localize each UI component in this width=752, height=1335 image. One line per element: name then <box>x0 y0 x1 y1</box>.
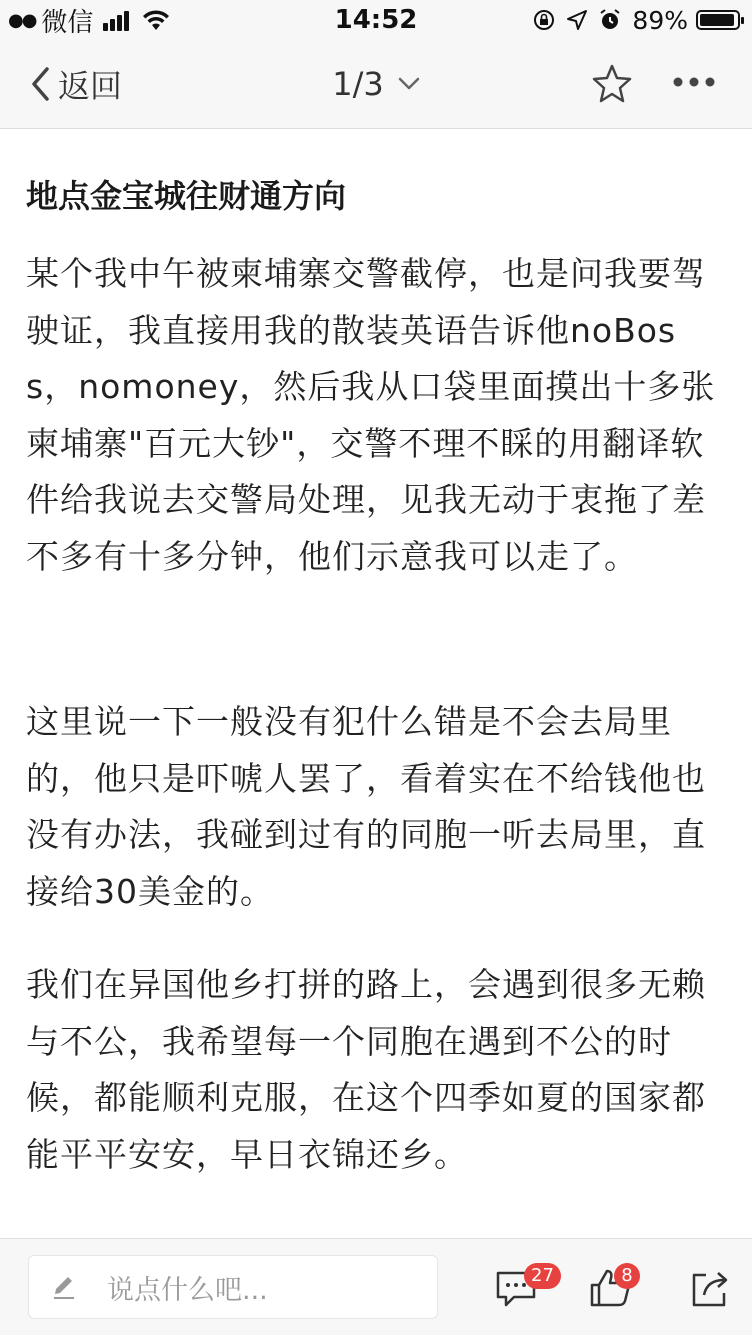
page-indicator[interactable] <box>0 62 752 106</box>
article-paragraph: 某个我中午被柬埔寨交警截停，也是问我要驾驶证，我直接用我的散装英语告诉他noBoss，nomoney，然后我从口袋里面摸出十多张柬埔寨"百元大钞"，交警不理不睬的用翻译软件给我说去交警局处理，见我无动于衷拖了差不多有十多分钟，他们示意我可以走了。 <box>26 254 716 576</box>
status-bar <box>0 0 752 40</box>
battery-icon <box>696 10 740 30</box>
article-heading: 地点金宝城往财通方向 <box>26 177 347 215</box>
signal-dots-icon: ●● <box>8 9 36 31</box>
status-time: 14:52 <box>334 5 418 35</box>
article-body <box>26 128 726 1174</box>
comment-count-badge: 27 <box>524 1263 561 1289</box>
chevron-down-icon <box>398 77 420 91</box>
carrier-name: 微信 <box>41 7 94 38</box>
status-right <box>522 4 740 36</box>
article-paragraph: 我们在异国他乡打拼的路上，会遇到很多无赖与不公，我希望每一个同胞在遇到不公的时候，都能顺利克服，在这个四季如夏的国家都能平平安安，早日衣锦还乡。 <box>26 965 706 1174</box>
alarm-icon <box>598 8 622 32</box>
more-icon[interactable] <box>670 70 718 94</box>
article-paragraph: 这里说一下一般没有犯什么错是不会去局里的，他只是吓唬人罢了，看着实在不给钱他也没有办法，我碰到过有的同胞一听去局里，直接给30美金的。 <box>26 702 706 911</box>
comment-input[interactable] <box>28 1255 438 1319</box>
share-icon[interactable] <box>688 1267 732 1309</box>
orientation-lock-icon <box>532 8 556 32</box>
nav-bar <box>0 40 752 129</box>
back-label: 返回 <box>58 67 123 105</box>
bottom-bar <box>0 1238 752 1335</box>
star-icon[interactable] <box>590 62 634 106</box>
pencil-icon <box>51 1274 77 1300</box>
page-indicator-text: 1/3 <box>332 65 384 103</box>
location-icon <box>566 9 588 31</box>
battery-percent: 89% <box>632 5 688 35</box>
comment-placeholder: 说点什么吧... <box>107 1274 268 1306</box>
like-count-badge: 8 <box>614 1263 640 1289</box>
